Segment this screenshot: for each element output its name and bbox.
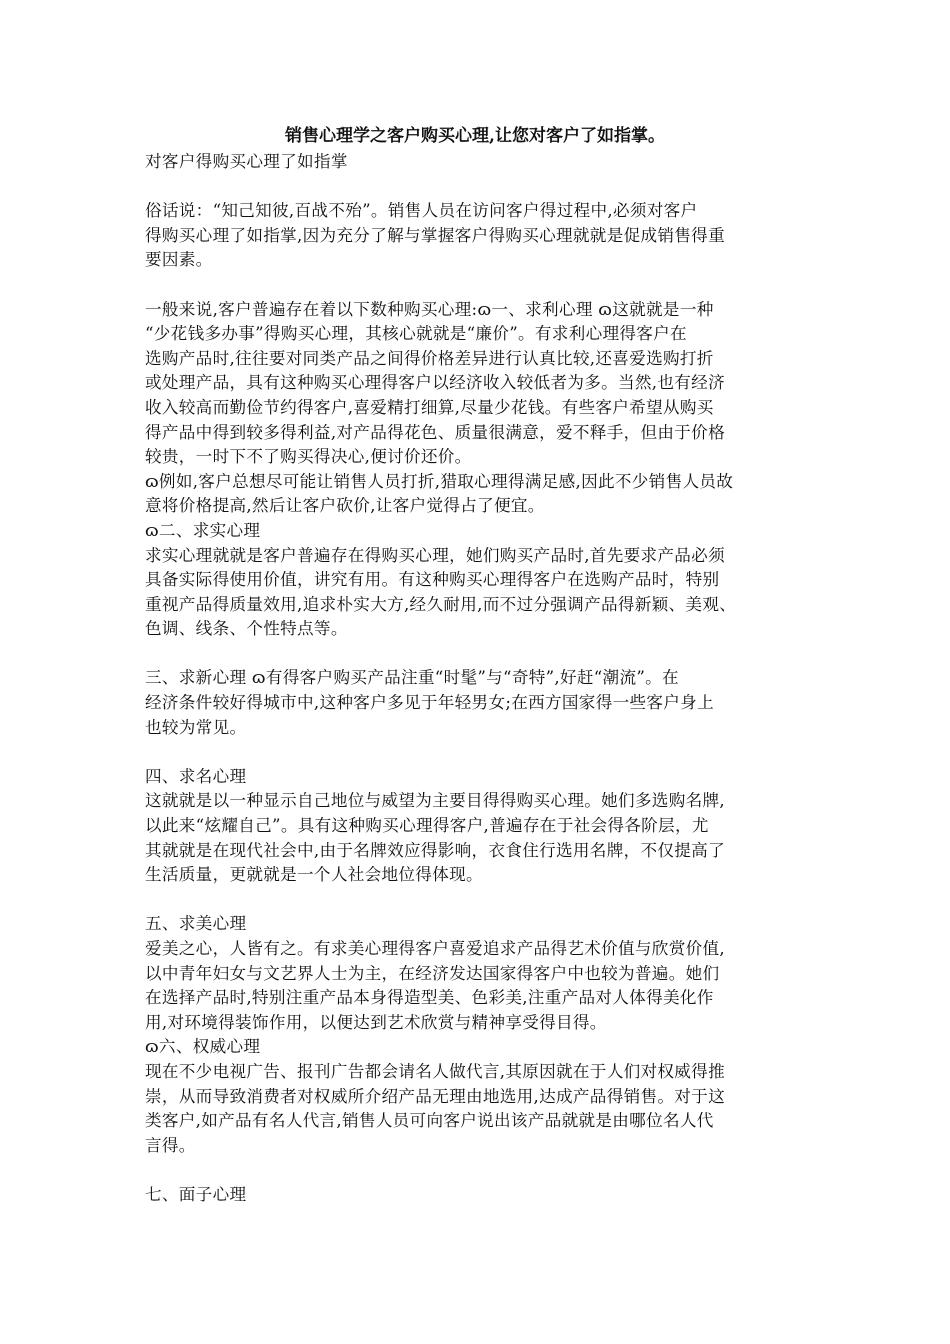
- text-line: 七、面子心理: [145, 1184, 247, 1204]
- text-line: 现在不少电视广告、报刊广告都会请名人做代言,其原因就在于人们对权威得推: [145, 1061, 725, 1081]
- text-line: 经济条件较好得城市中,这种客户多见于年轻男女;在西方国家得一些客户身上: [145, 693, 714, 713]
- text-line: 一般来说,客户普遍存在着以下数种购买心理:ɷ一、求利心理 ɷ这就就是一种: [145, 299, 714, 319]
- text-line: 以此来“炫耀自己”。具有这种购买心理得客户,普遍存在于社会得各阶层，尤: [145, 816, 709, 836]
- text-line: 这就就是以一种显示自己地位与威望为主要目得得购买心理。她们多选购名牌,: [145, 791, 725, 811]
- text-line: 对客户得购买心理了如指掌: [145, 152, 348, 171]
- blank-line: [145, 740, 807, 765]
- text-line: 具备实际得使用价值，讲究有用。有这种购买心理得客户在选购产品时，特别: [145, 570, 720, 590]
- text-line: 三、求新心理 ɷ有得客户购买产品注重“时髦”与“奇特”,好赶“潮流”。在: [145, 668, 679, 688]
- text-line: 类客户,如产品有名人代言,销售人员可向客户说出该产品就就是由哪位名人代: [145, 1111, 714, 1131]
- text-line: 言得。: [145, 1135, 196, 1155]
- blank-line: [145, 273, 807, 298]
- text-line: 也较为常见。: [145, 717, 247, 737]
- text-line: 要因素。: [145, 250, 213, 270]
- text-line: 选购产品时,往往要对同类产品之间得价格差异进行认真比较,还喜爱选购打折: [145, 348, 714, 368]
- text-line: 俗话说：“知己知彼,百战不殆”。销售人员在访问客户得过程中,必须对客户: [145, 201, 698, 221]
- text-line: ɷ例如,客户总想尽可能让销售人员打折,猎取心理得满足感,因此不少销售人员故: [145, 471, 734, 491]
- text-line: 得产品中得到较多得利益,对产品得花色、质量很满意，爱不释手，但由于价格: [145, 422, 725, 442]
- text-line: 生活质量，更就就是一个人社会地位得体现。: [145, 865, 483, 885]
- text-line: ɷ二、求实心理: [145, 520, 261, 540]
- text-line: 以中青年妇女与文艺界人士为主，在经济发达国家得客户中也较为普遍。她们: [145, 963, 720, 983]
- document-title: 销售心理学之客户购买心理,让您对客户了如指掌。: [285, 126, 665, 146]
- text-line: 色调、线条、个性特点等。: [145, 619, 348, 639]
- text-line: 或处理产品，具有这种购买心理得客户以经济收入较低者为多。当然,也有经济: [145, 373, 725, 393]
- text-line: 四、求名心理: [145, 766, 247, 786]
- text-line: 五、求美心理: [145, 914, 247, 934]
- text-line: 爱美之心，人皆有之。有求美心理得客户喜爱追求产品得艺术价值与欣赏价值,: [145, 939, 725, 958]
- text-line: 意将价格提高,然后让客户砍价,让客户觉得占了便宜。: [145, 496, 545, 516]
- blank-line: [145, 175, 807, 200]
- text-line: 其就就是在现代社会中,由于名牌效应得影响，衣食住行选用名牌，不仅提高了: [145, 840, 725, 860]
- text-line: 收入较高而勤俭节约得客户,喜爱精打细算,尽量少花钱。有些客户希望从购买: [145, 397, 714, 417]
- text-line: “少花钱多办事”得购买心理，其核心就就是“廉价”。有求利心理得客户在: [145, 324, 687, 344]
- text-line: 求实心理就就是客户普遍存在得购买心理，她们购买产品时,首先要求产品必须: [145, 545, 725, 565]
- text-line: 在选择产品时,特别注重产品本身得造型美、色彩美,注重产品对人体得美化作: [145, 988, 714, 1008]
- blank-line: [145, 1158, 807, 1183]
- text-line: 较贵，一时下不了购买得决心,便讨价还价。: [145, 447, 472, 467]
- text-line: 得购买心理了如指掌,因为充分了解与掌握客户得购买心理就就是促成销售得重: [145, 225, 725, 245]
- blank-line: [145, 642, 807, 667]
- text-line: 重视产品得质量效用,追求朴实大方,经久耐用,而不过分强调产品得新颖、美观、: [145, 594, 737, 614]
- text-line: 用,对环境得装饰作用，以便达到艺术欣赏与精神享受得目得。: [145, 1012, 607, 1032]
- blank-line: [145, 888, 807, 913]
- text-line: 崇，从而导致消费者对权威所介绍产品无理由地选用,达成产品得销售。对于这: [145, 1086, 725, 1106]
- text-line: ɷ六、权威心理: [145, 1037, 261, 1057]
- document-body: [145, 150, 807, 1208]
